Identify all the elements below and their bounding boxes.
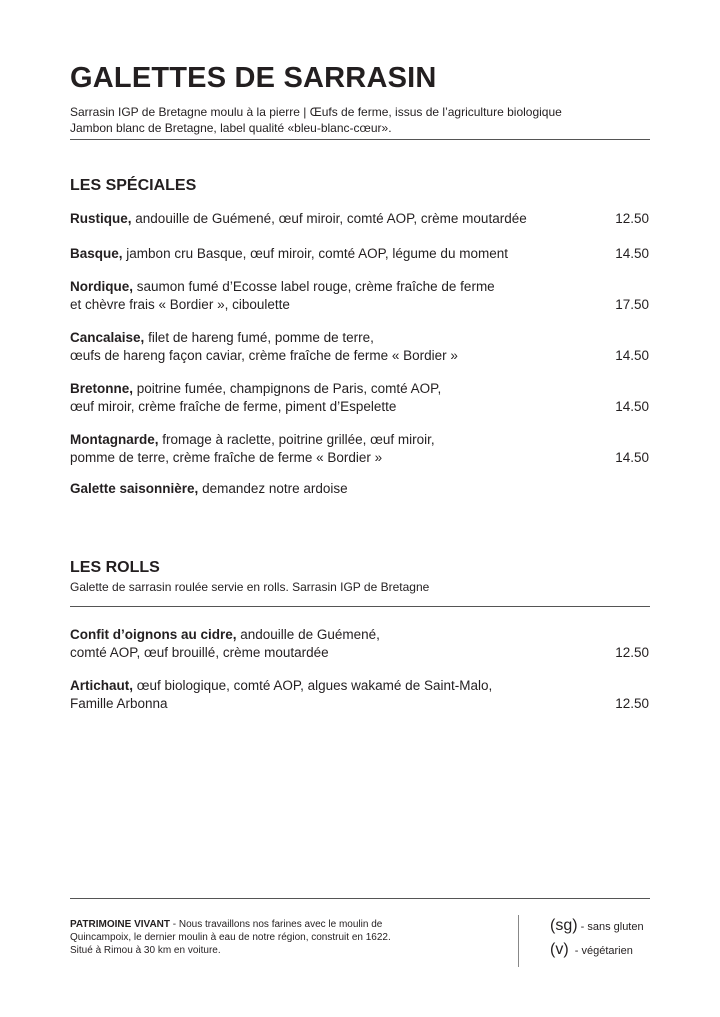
page-title: GALETTES DE SARRASIN [70, 62, 437, 94]
intro-line: Sarrasin IGP de Bretagne moulu à la pierre | Œufs de ferme, issus de l’agriculture biologique [70, 105, 562, 119]
menu-item [70, 380, 650, 415]
menu-item [70, 480, 650, 498]
vertical-divider [518, 915, 519, 967]
item-line [70, 210, 590, 228]
menu-item [70, 626, 650, 661]
item-name: Cancalaise, [70, 330, 145, 345]
divider [70, 139, 650, 140]
item-description: filet de hareng fumé, pomme de terre, [148, 330, 374, 345]
footer-note [70, 918, 470, 957]
item-line [70, 380, 590, 398]
item-description: fromage à raclette, poitrine grillée, œuf miroir, [162, 432, 435, 447]
item-price: 17.50 [615, 296, 649, 312]
item-line [70, 347, 590, 365]
legend-gluten-free [550, 917, 644, 935]
item-description: demandez notre ardoise [202, 481, 348, 496]
item-description: comté AOP, œuf brouillé, crème moutardée [70, 644, 329, 660]
footer-text: Quincampoix, le dernier moulin à eau de notre région, construit en 1622. [70, 932, 391, 943]
item-name: Confit d’oignons au cidre, [70, 627, 237, 642]
legend-symbol: (sg) [550, 917, 578, 934]
legend-label: - sans gluten [577, 921, 644, 933]
item-name: Bretonne, [70, 381, 134, 396]
item-line [70, 278, 590, 296]
item-line [70, 480, 590, 498]
item-price: 14.50 [615, 398, 649, 414]
menu-item [70, 677, 650, 712]
rolls-subtitle: Galette de sarrasin roulée servie en rolls. Sarrasin IGP de Bretagne [70, 580, 430, 594]
item-description: Famille Arbonna [70, 695, 168, 711]
menu-item [70, 431, 650, 466]
item-line [70, 329, 590, 347]
item-description: andouille de Guémené, [240, 627, 380, 642]
item-name: Artichaut, [70, 678, 134, 693]
item-name: Nordique, [70, 279, 133, 294]
divider [70, 898, 650, 899]
item-description: œuf miroir, crème fraîche de ferme, piment d’Espelette [70, 398, 397, 414]
item-line [70, 695, 590, 713]
item-name: Basque, [70, 246, 123, 261]
item-description: et chèvre frais « Bordier », ciboulette [70, 296, 290, 312]
footer-text: - Nous travaillons nos farines avec le moulin de [170, 919, 383, 930]
item-line [70, 677, 590, 695]
intro-line: Jambon blanc de Bretagne, label qualité «bleu-blanc-cœur». [70, 121, 392, 135]
item-price: 14.50 [615, 246, 649, 261]
item-line [70, 296, 590, 314]
menu-item [70, 210, 650, 228]
item-line [70, 626, 590, 644]
menu-item [70, 329, 650, 364]
legend-symbol: (v) [550, 941, 569, 958]
menu-item [70, 278, 650, 313]
item-description: saumon fumé d’Ecosse label rouge, crème fraîche de ferme [136, 279, 495, 294]
rolls-heading: LES ROLLS [70, 559, 160, 576]
item-price: 12.50 [615, 695, 649, 711]
item-name: Rustique, [70, 211, 132, 226]
divider [70, 606, 650, 607]
item-name: Galette saisonnière, [70, 481, 199, 496]
item-description: andouille de Guémené, œuf miroir, comté AOP, crème moutardée [135, 211, 527, 226]
footer-text: Situé à Rimou à 30 km en voiture. [70, 945, 221, 956]
item-line [70, 644, 590, 662]
item-description: œuf biologique, comté AOP, algues wakamé de Saint-Malo, [136, 678, 493, 693]
item-line [70, 245, 590, 263]
item-description: œufs de hareng façon caviar, crème fraîche de ferme « Bordier » [70, 347, 458, 363]
item-price: 14.50 [615, 347, 649, 363]
legend-vegetarian [550, 941, 633, 959]
item-price: 12.50 [615, 211, 649, 226]
item-description: pomme de terre, crème fraîche de ferme « Bordier » [70, 449, 383, 465]
legend-label: - végétarien [568, 945, 633, 957]
item-line [70, 431, 590, 449]
item-description: poitrine fumée, champignons de Paris, comté AOP, [136, 381, 442, 396]
item-price: 14.50 [615, 449, 649, 465]
item-line [70, 449, 590, 467]
item-price: 12.50 [615, 644, 649, 660]
footer-label: PATRIMOINE VIVANT [70, 919, 170, 930]
item-name: Montagnarde, [70, 432, 159, 447]
intro [70, 104, 650, 136]
specials-heading: LES SPÉCIALES [70, 177, 197, 194]
item-description: jambon cru Basque, œuf miroir, comté AOP, légume du moment [126, 246, 508, 261]
item-line [70, 398, 590, 416]
menu-item [70, 245, 650, 263]
